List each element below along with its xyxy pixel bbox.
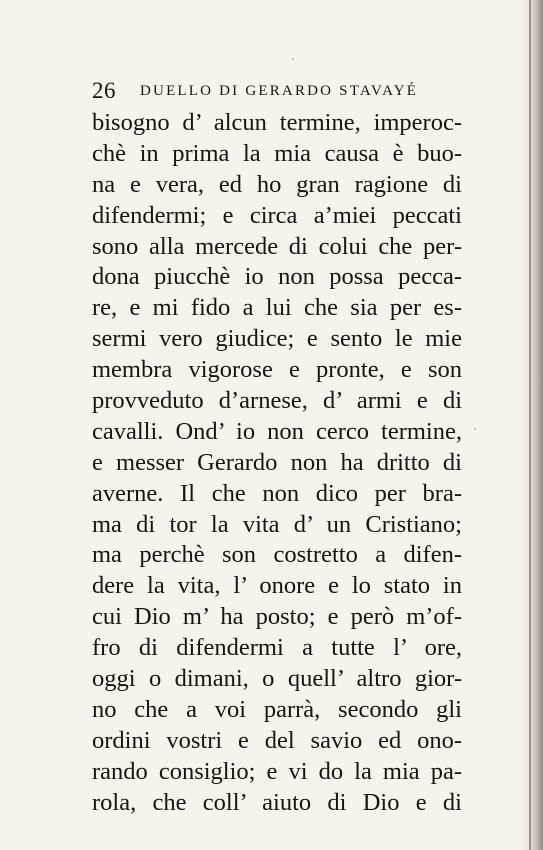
text-line: averne. Il che non dico per bra-: [92, 479, 462, 507]
page-header: [92, 78, 462, 106]
text-line: ma di tor la vita d’ un Cristiano;: [92, 510, 462, 538]
text-line: sono alla mercede di colui che per-: [92, 232, 462, 260]
text-line: rando consiglio; e vi do la mia pa-: [92, 757, 462, 785]
paper-speck: [474, 428, 476, 430]
page-edge-line: [529, 0, 531, 850]
page-binding-shadow: [521, 0, 543, 850]
text-line: no che a voi parrà, secondo gli: [92, 695, 462, 723]
text-line: re, e mi fido a lui che sia per es-: [92, 294, 462, 322]
text-line: ma perchè son costretto a difen-: [92, 541, 462, 569]
text-line: e messer Gerardo non ha dritto di: [92, 448, 462, 476]
text-line: na e vera, ed ho gran ragione di: [92, 170, 462, 198]
text-line: provveduto d’arnese, d’ armi e di: [92, 387, 462, 415]
text-line: difendermi; e circa a’miei peccati: [92, 201, 462, 229]
body-text: [92, 108, 462, 818]
text-line: cui Dio m’ ha posto; e però m’of-: [92, 603, 462, 631]
running-title: DUELLO DI GERARDO STAVAYÉ: [140, 83, 419, 99]
text-line: bisogno d’ alcun termine, imperoc-: [92, 109, 462, 136]
text-line: membra vigorose e pronte, e son: [92, 356, 462, 384]
text-line: dona piucchè io non possa pecca-: [92, 263, 462, 291]
text-line: sermi vero giudice; e sento le mie: [92, 325, 462, 353]
paper-speck: [292, 58, 294, 60]
page-number: 26: [92, 78, 116, 103]
text-line: rola, che coll’ aiuto di Dio e di: [92, 788, 462, 816]
text-line: fro di difendermi a tutte l’ ore,: [92, 634, 462, 662]
text-line: ordini vostri e del savio ed ono-: [92, 726, 462, 754]
text-line: cavalli. Ond’ io non cerco termine,: [92, 417, 462, 445]
text-line: dere la vita, l’ onore e lo stato in: [92, 572, 462, 600]
text-line: chè in prima la mia causa è buo-: [92, 139, 462, 167]
text-line: oggi o dimani, o quell’ altro gior-: [92, 665, 462, 693]
